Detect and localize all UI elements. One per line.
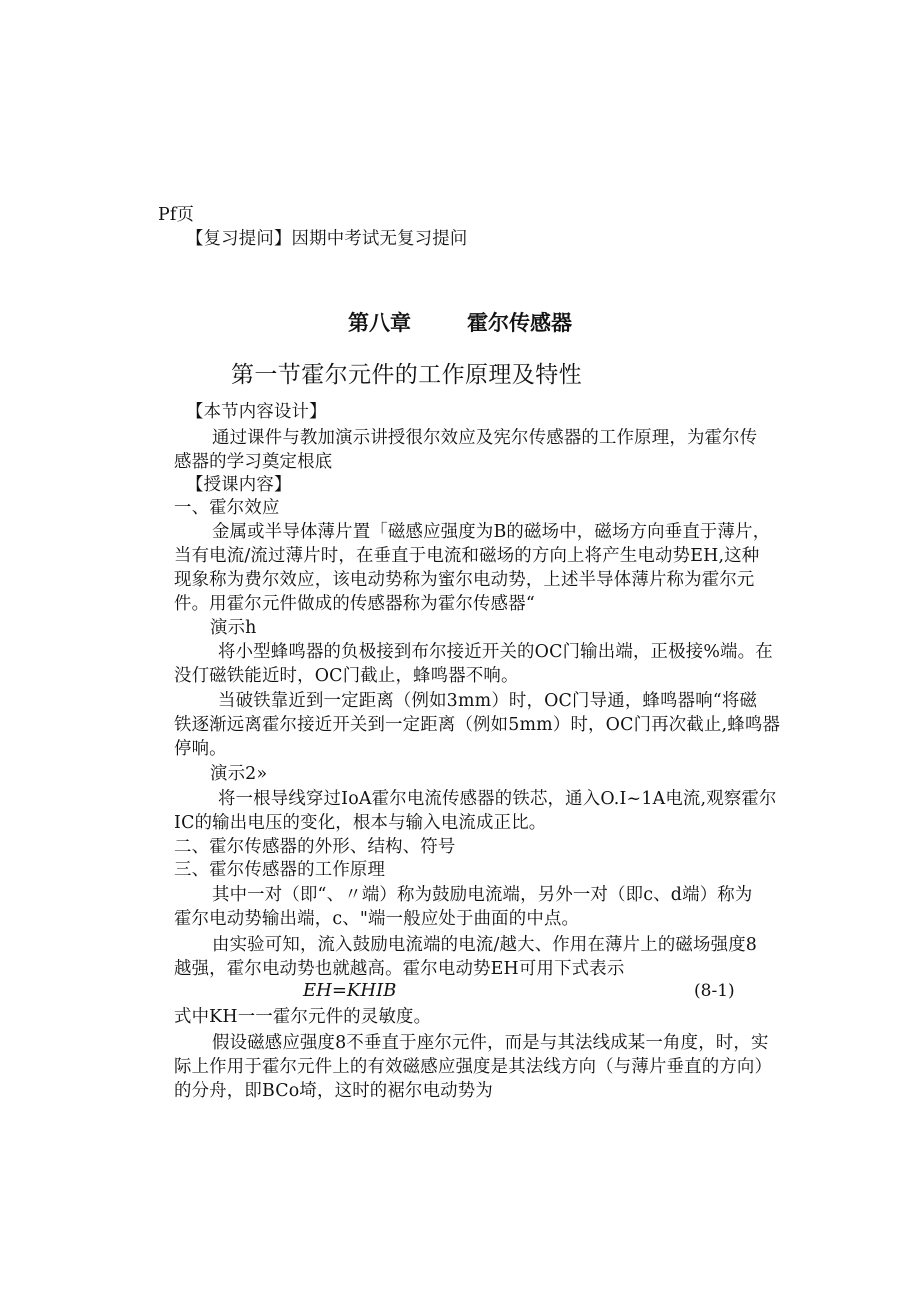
paragraph-line: 霍尔电动势输出端，c、"端一般应处于曲面的中点。	[174, 909, 580, 929]
paragraph-line: 式中KH一一霍尔元件的灵敏度。	[174, 1007, 432, 1027]
paragraph-line: 将小型蜂鸣器的负极接到布尔接近开关的OC门输出端，正极接%端。在	[218, 642, 773, 662]
paragraph-line: 假设磁感应强度8不垂直于座尔元件，而是与其法线成某一角度，时，实	[212, 1033, 769, 1053]
chapter-number: 第八章	[348, 311, 411, 335]
paragraph-line: 金属或半导体薄片置「磁感应强度为B的磁场中，磁场方向垂直于薄片，	[212, 522, 771, 542]
paragraph-line: 际上作用于霍尔元件上的有效磁感应强度是其法线方向（与薄片垂直的方向）	[174, 1057, 773, 1077]
paragraph-line: 由实验可知，流入鼓励电流端的电流/越大、作用在薄片上的磁场强度8	[212, 935, 758, 955]
heading-structure: 二、霍尔传感器的外形、结构、符号	[174, 837, 456, 857]
paragraph-line: 停响。	[174, 739, 227, 759]
paragraph-line: 铁逐渐远离霍尔接近开关到一定距离（例如5mm）时，OC门再次截止,蜂鸣器	[174, 715, 781, 735]
paragraph-line: 件。用霍尔元件做成的传感器称为霍尔传感器“	[174, 594, 535, 614]
equation-number: (8-1)	[694, 981, 735, 1001]
paragraph-line: 通过课件与教加演示讲授很尔效应及宪尔传感器的工作原理，为霍尔传	[212, 428, 758, 448]
content-heading: 【授课内容】	[186, 475, 292, 495]
paragraph-line: 当破铁靠近到一定距离（例如3mm）时，OC门导通，蜂鸣器响“将磁	[218, 691, 758, 711]
page-mark: Pf页	[158, 205, 195, 225]
paragraph-line: 没仃磁铁能近时，OC门截止，蜂鸣器不响。	[174, 666, 519, 686]
paragraph-line: 越强，霍尔电动势也就越高。霍尔电动势EH可用下式表示	[174, 959, 625, 979]
demo-label: 演示h	[210, 618, 257, 638]
demo-label: 演示2»	[210, 764, 268, 784]
review-note: 【复习提问】因期中考试无复习提问	[186, 229, 468, 249]
design-heading: 【本节内容设计】	[186, 402, 327, 422]
paragraph-line: 的分舟，即BCo埼，这时的裾尔电动势为	[174, 1081, 493, 1101]
heading-hall-effect: 一、霍尔效应	[174, 498, 280, 518]
chapter-name: 霍尔传感器	[467, 311, 572, 335]
paragraph-line: 现象称为费尔效应，该电动势称为蜜尔电动势，上述半导体薄片称为霍尔元	[174, 570, 755, 590]
paragraph-line: 当有电流/流过薄片时，在垂直于电流和磁场的方向上将产生电动势EH,这种	[174, 546, 760, 566]
hall-voltage-formula: EH=KHIB	[303, 980, 397, 1001]
section-title: 第一节霍尔元件的工作原理及特性	[231, 362, 582, 388]
heading-principle: 三、霍尔传感器的工作原理	[174, 860, 386, 880]
paragraph-line: 将一根导线穿过IoA霍尔电流传感器的铁芯，通入O.I~1A电流,观察霍尔	[218, 789, 777, 809]
paragraph-line: 其中一对（即“、〃端）称为鼓励电流端，另外一对（即c、d端）称为	[212, 885, 753, 905]
chapter-title	[0, 308, 920, 338]
paragraph-line: IC的输出电压的变化，根本与输入电流成正比。	[174, 813, 547, 833]
paragraph-line: 感器的学习奠定根底	[174, 452, 333, 472]
